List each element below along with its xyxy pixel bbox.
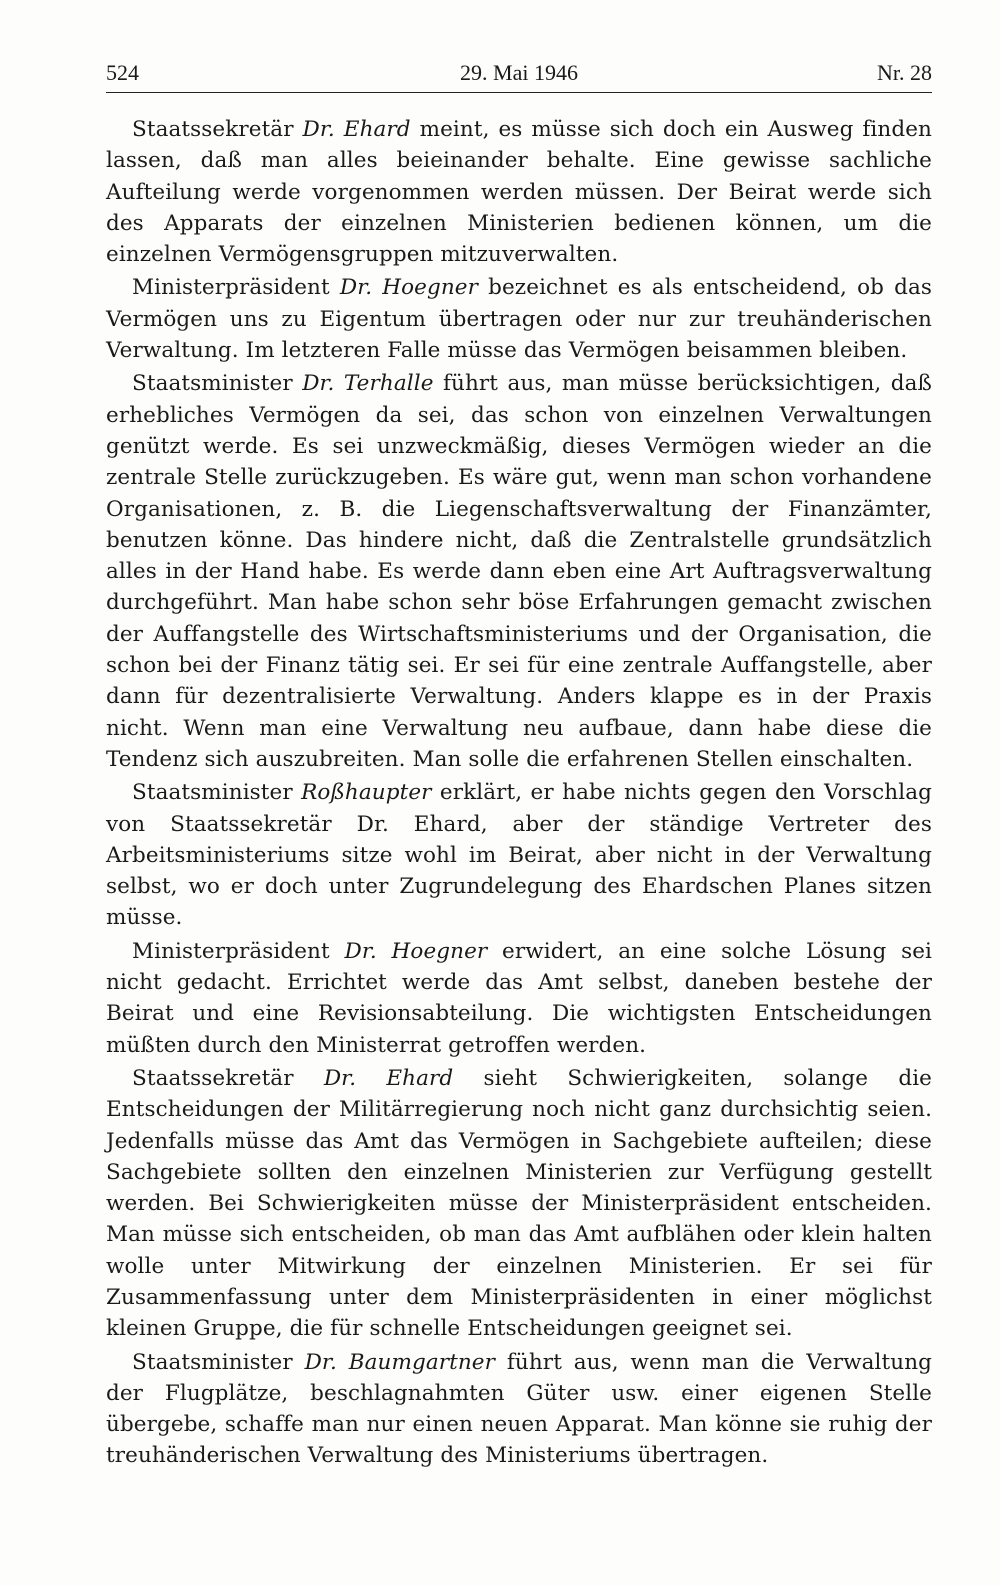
paragraph-text: erklärt, er habe nichts gegen den Vorschlag von Staatssekretär Dr. Ehard, aber der ständige Vertreter des Arbeitsministeriums sitze wohl im Beirat, aber nicht in der Verwaltung selbst, wo er doch unter Zugrundelegung des Ehardschen Planes sitzen müsse. (106, 780, 933, 931)
issue-number: Nr. 28 (877, 60, 932, 85)
speaker-title: Staatssekretär (132, 117, 294, 142)
speaker-name: Dr. Ehard (302, 117, 411, 142)
paragraph-text: führt aus, man müsse berücksichtigen, daß erhebliches Vermögen da sei, das schon von einzelnen Verwaltungen genützt werde. Es sei unzweckmäßig, dieses Vermögen wieder an die zentrale Stelle zurückzugeben. Es wäre gut, wenn man schon vorhandene Organisationen, z. B. die Liegenschaftsverwaltung der Finanzämter, benutzen könne. Das hindere nicht, daß die Zentralstelle grundsätzlich alles in der Hand habe. Es werde dann eben eine Art Auftragsverwaltung durchgeführt. Man habe schon sehr böse Erfahrungen gemacht zwischen der Auffangstelle des Wirtschaftsministeriums und der Organisation, die schon bei der Finanz tätig sei. Er sei für eine zentrale Auffangstelle, aber dann für dezentralisierte Verwaltung. Anders klappe es in der Praxis nicht. Wenn man eine Verwaltung neu aufbaue, dann habe diese die Tendenz sich auszubreiten. Man solle die erfahrenen Stellen einschalten. (106, 371, 933, 772)
speaker-title: Staatsminister (132, 371, 293, 397)
paragraph-text: führt aus, wenn man die Verwaltung der Flugplätze, beschlagnahmten Güter usw. einer eigenen Stelle übergebe, schaffe man nur einen neuen Apparat. Man könne sie ruhig der treuhänderischen Verwaltung des Ministeriums übertragen. (106, 1349, 932, 1469)
paragraph (106, 777, 932, 933)
speaker-name: Roßhaupter (301, 780, 432, 806)
speaker-title: Ministerpräsident (132, 275, 330, 301)
paragraph-text: erwidert, an eine solche Lösung sei nicht gedacht. Errichtet werde das Amt selbst, daneben bestehe der Beirat und eine Revisionsabteilung. Die wichtigsten Entscheidungen müßten durch den Ministerrat getroffen werden. (106, 938, 933, 1058)
page-number: 524 (106, 60, 139, 85)
speaker-name: Dr. Baumgartner (304, 1349, 496, 1375)
speaker-title: Staatssekretär (132, 1065, 294, 1091)
speaker-name: Dr. Terhalle (302, 371, 434, 397)
speaker-name: Dr. Hoegner (339, 275, 478, 301)
paragraph (106, 114, 932, 270)
running-header (106, 58, 932, 88)
body-text (106, 114, 932, 1474)
paragraph (106, 272, 932, 366)
paragraph (106, 368, 932, 775)
header-date: 29. Mai 1946 (460, 60, 578, 85)
paragraph-text: bezeichnet es als entscheidend, ob das Vermögen uns zu Eigentum übertragen oder nur zur treuhänderischen Verwaltung. Im letzteren Falle müsse das Vermögen beisammen bleiben. (106, 275, 933, 364)
speaker-title: Staatsminister (132, 1349, 293, 1375)
paragraph-text: sieht Schwierigkeiten, solange die Entscheidungen der Militärregierung noch nicht ganz durchsichtig seien. Jedenfalls müsse das Amt das Vermögen in Sachgebiete aufteilen; diese Sachgebiete sollten den einzelnen Ministerien zur Verfügung gestellt werden. Bei Schwierigkeiten müsse der Ministerpräsident entscheiden. Man müsse sich entscheiden, ob man das Amt aufblähen oder klein halten wolle unter Mitwirkung der einzelnen Ministerien. Er sei für Zusammenfassung unter dem Ministerpräsidenten in einer möglichst kleinen Gruppe, die für schnelle Entscheidungen geeignet sei. (106, 1065, 932, 1342)
paragraph (106, 936, 932, 1061)
paragraph (106, 1347, 932, 1472)
speaker-name: Dr. Ehard (323, 1065, 454, 1091)
header-rule (106, 92, 932, 93)
paragraph-text: meint, es müsse sich doch ein Ausweg finden lassen, daß man alles beieinander behalte. Eine gewisse sachliche Aufteilung werde vorgenommen werden müssen. Der Beirat werde sich des Apparats der einzelnen Ministerien bedienen können, um die einzelnen Vermögensgruppen mitzuverwalten. (106, 117, 932, 268)
speaker-title: Ministerpräsident (132, 938, 330, 964)
paragraph (106, 1063, 932, 1345)
speaker-title: Staatsminister (132, 780, 293, 806)
speaker-name: Dr. Hoegner (344, 938, 488, 964)
